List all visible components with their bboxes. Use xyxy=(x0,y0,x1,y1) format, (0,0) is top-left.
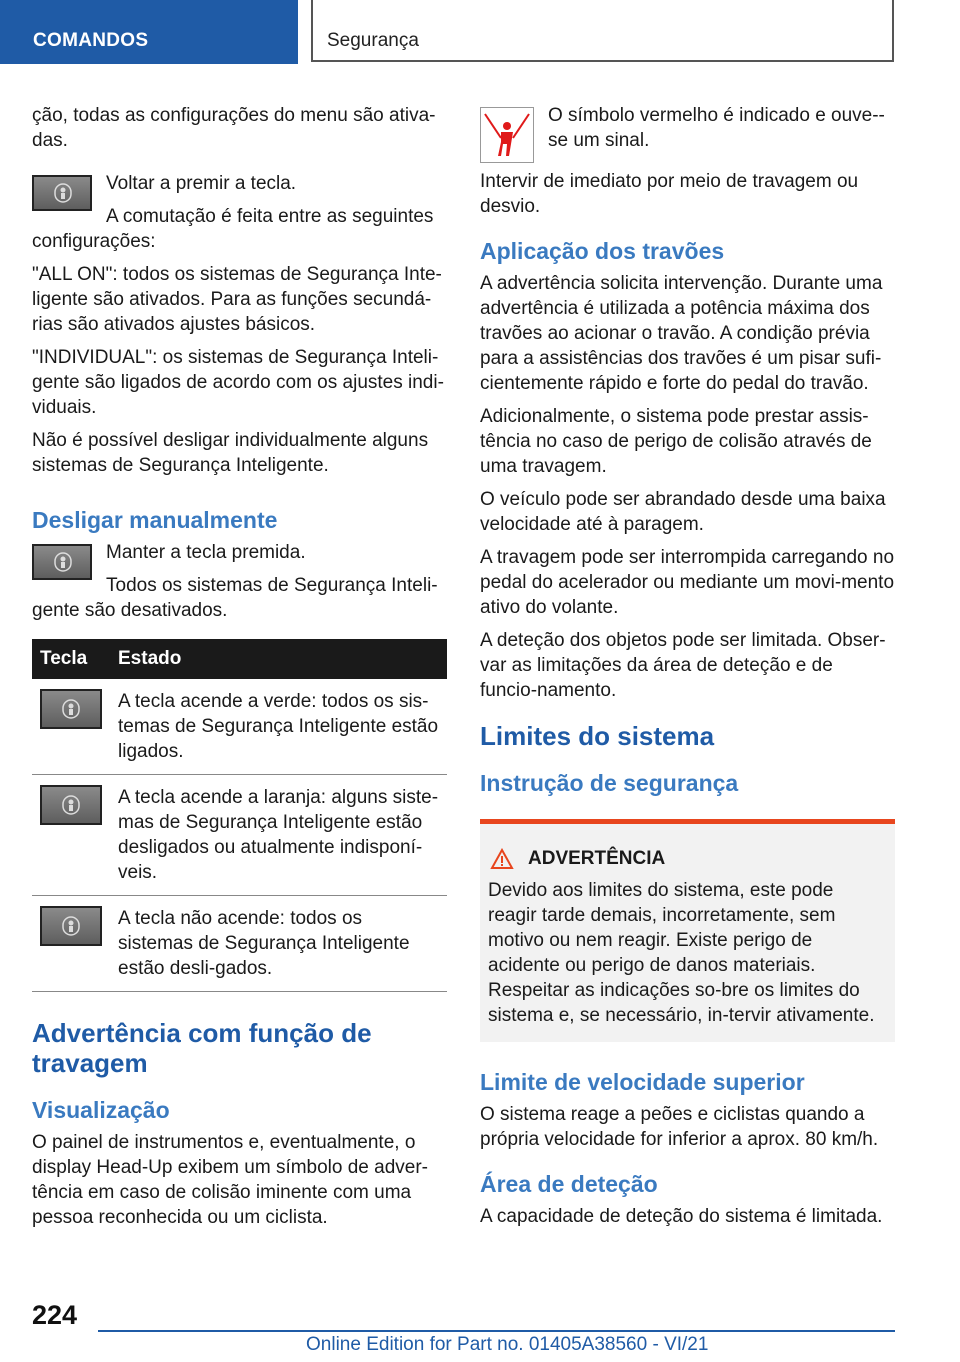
heading-system-limits: Limites do sistema xyxy=(480,721,715,751)
paragraph-brakes-1: A advertência solicita intervenção. Durante uma advertência é utilizada a potência máxima dos travões ao acionar o travão. A condição prévia para a assistências dos travões é um pisar sufi-cientemente rápido e forte do pedal do travão. xyxy=(480,273,883,394)
table-row xyxy=(32,679,447,775)
table-header-row xyxy=(32,639,447,679)
paragraph-not-possible: Não é possível desligar individualmente alguns sistemas de Segurança Inteligente. xyxy=(32,430,429,476)
paragraph-switch: A comutação é feita entre as seguintes configurações: xyxy=(32,206,434,252)
paragraph-brakes-2: Adicionalmente, o sistema pode prestar assis-tência no caso de perigo de colisão através de uma travagem. xyxy=(480,406,872,477)
safety-key-icon xyxy=(32,175,92,211)
paragraph-intervene: Intervir de imediato por meio de travagem ou desvio. xyxy=(480,171,859,217)
safety-key-icon xyxy=(40,785,102,825)
paragraph-display: O painel de instrumentos e, eventualmente, o display Head-Up exibem um símbolo de adver-tência em caso de colisão iminente com uma pessoa reconhecida ou um ciclista. xyxy=(32,1132,429,1228)
table-cell-state: A tecla acende a laranja: alguns siste-mas de Segurança Inteligente estão desligados ou atualmente indisponí-veis. xyxy=(110,775,447,896)
paragraph-brakes-5: A deteção dos objetos pode ser limitada. Obser-var as limitações da área de deteção e de funcio-namento. xyxy=(480,630,886,701)
table-header-key: Tecla xyxy=(32,639,110,679)
heading-safety-instruction: Instrução de segurança xyxy=(480,770,739,796)
red-symbol-block xyxy=(480,103,895,169)
paragraph-brakes-4: A travagem pode ser interrompida carregando no pedal do acelerador ou mediante um movi-mento ativo do volante. xyxy=(480,547,895,618)
table-row xyxy=(32,896,447,992)
safety-key-icon xyxy=(40,906,102,946)
header-section-label: COMANDOS xyxy=(33,30,149,51)
heading-display: Visualização xyxy=(32,1097,170,1123)
table-cell-state: A tecla acende a verde: todos os sis-temas de Segurança Inteligente estão ligados. xyxy=(110,679,447,775)
pedestrian-warning-icon xyxy=(480,107,534,163)
warning-box xyxy=(480,819,895,1042)
paragraph-all-off: Todos os sistemas de Segurança Inteli-gente são desativados. xyxy=(32,575,438,621)
table-cell-state: A tecla não acende: todos os sistemas de Segurança Inteligente estão desli-gados. xyxy=(110,896,447,992)
safety-key-icon xyxy=(40,689,102,729)
footer-divider xyxy=(98,1330,895,1332)
key-press-block xyxy=(32,171,447,254)
header-topic-label: Segurança xyxy=(327,30,419,51)
header-topic-tab xyxy=(311,0,894,62)
heading-speed-limit: Limite de velocidade superior xyxy=(480,1069,805,1095)
warning-text: Devido aos limites do sistema, este pode reagir tarde demais, incorretamente, sem motivo ou nem reagir. Existe perigo de acidente ou perigo de danos materiais. Respeitar as indicações so-bre os limites do sistema e, se necessário, in-tervir ativamente. xyxy=(488,880,875,1026)
table-row xyxy=(32,775,447,896)
safety-key-icon xyxy=(32,544,92,580)
paragraph-all-on: "ALL ON": todos os sistemas de Segurança Inte-ligente são ativados. Para as funções secundá-rias são ativados ajustes básicos. xyxy=(32,264,442,335)
header-section-tab xyxy=(0,0,298,64)
warning-triangle-icon xyxy=(490,848,514,870)
heading-brakes: Aplicação dos travões xyxy=(480,238,725,264)
key-state-table xyxy=(32,639,447,992)
footer-edition: Online Edition for Part no. 01405A38560 - VI/21 xyxy=(306,1334,709,1355)
paragraph-brakes-3: O veículo pode ser abrandado desde uma baixa velocidade até à paragem. xyxy=(480,489,886,535)
paragraph-red-symbol: O símbolo vermelho é indicado e ouve--se um sinal. xyxy=(548,105,885,151)
manual-off-block xyxy=(32,540,447,623)
warning-title-row xyxy=(488,848,887,870)
paragraph-individual: "INDIVIDUAL": os sistemas de Segurança Inteli-gente são ligados de acordo com os ajustes indi-viduais. xyxy=(32,347,444,418)
table-cell-icon xyxy=(32,896,110,992)
heading-detection-area: Área de deteção xyxy=(480,1171,658,1197)
paragraph-press-again: Voltar a premir a tecla. xyxy=(106,173,297,194)
paragraph-intro: ção, todas as configurações do menu são ativa-das. xyxy=(32,105,436,151)
heading-manual-off: Desligar manualmente xyxy=(32,507,278,533)
paragraph-speed: O sistema reage a peões e ciclistas quando a própria velocidade for inferior a aprox. 80 km/h. xyxy=(480,1104,879,1150)
table-cell-icon xyxy=(32,679,110,775)
heading-warning-braking: Advertência com função de travagem xyxy=(32,1018,372,1078)
paragraph-area: A capacidade de deteção do sistema é limitada. xyxy=(480,1206,883,1227)
paragraph-hold: Manter a tecla premida. xyxy=(106,542,306,563)
left-column xyxy=(32,103,447,1238)
right-column xyxy=(480,103,895,1237)
table-cell-icon xyxy=(32,775,110,896)
warning-title: ADVERTÊNCIA xyxy=(528,848,666,869)
page-number: 224 xyxy=(32,1300,78,1330)
table-header-state: Estado xyxy=(110,639,447,679)
